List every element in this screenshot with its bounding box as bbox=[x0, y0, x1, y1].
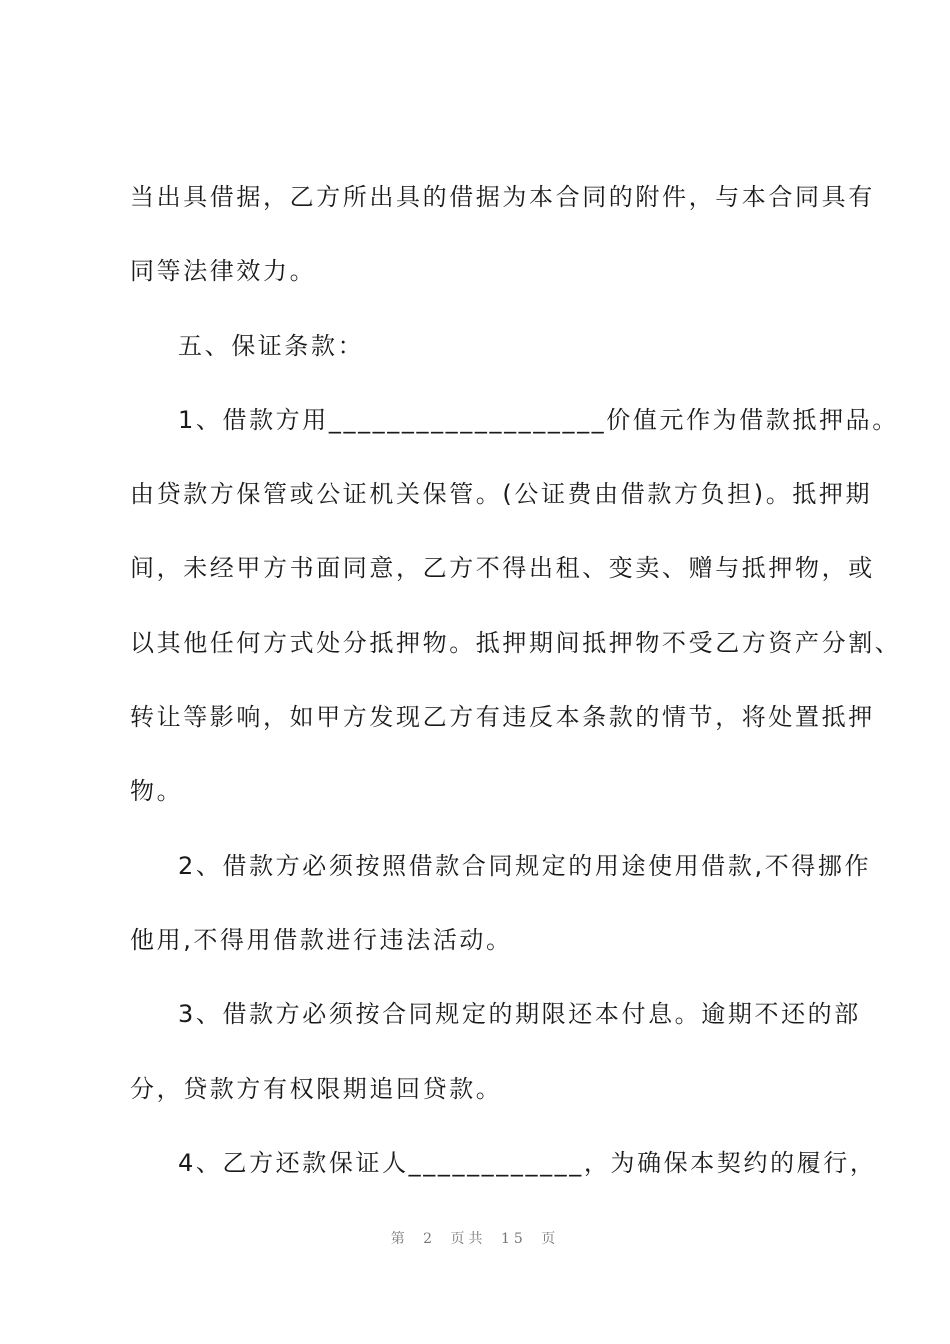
paragraph-line: 由贷款方保管或公证机关保管。(公证费由借款方负担)。抵押期 bbox=[130, 480, 873, 508]
page-number-footer: 第 2 页共 15 页 bbox=[390, 1231, 560, 1247]
paragraph-line: 他用,不得用借款进行违法活动。 bbox=[130, 926, 513, 954]
section-heading: 五、保证条款： bbox=[178, 332, 365, 360]
paragraph-line: 以其他任何方式处分抵押物。抵押期间抵押物不受乙方资产分割、 bbox=[130, 629, 902, 657]
paragraph-line: 4、乙方还款保证人____________，为确保本契约的履行， bbox=[178, 1149, 877, 1177]
paragraph-line: 当出具借据，乙方所出具的借据为本合同的附件，与本合同具有 bbox=[130, 183, 875, 211]
paragraph-line: 2、借款方必须按照借款合同规定的用途使用借款,不得挪作 bbox=[178, 852, 872, 880]
paragraph-line: 间，未经甲方书面同意，乙方不得出租、变卖、赠与抵押物，或 bbox=[130, 554, 875, 582]
paragraph-line: 物。 bbox=[130, 777, 184, 805]
paragraph-line: 分，贷款方有权限期追回贷款。 bbox=[130, 1075, 503, 1103]
paragraph-line: 3、借款方必须按合同规定的期限还本付息。逾期不还的部 bbox=[178, 1000, 861, 1028]
paragraph-line: 转让等影响，如甲方发现乙方有违反本条款的情节，将处置抵押 bbox=[130, 703, 875, 731]
paragraph-line: 1、借款方用___________________价值元作为借款抵押品。 bbox=[178, 406, 899, 434]
paragraph-line: 同等法律效力。 bbox=[130, 257, 317, 285]
